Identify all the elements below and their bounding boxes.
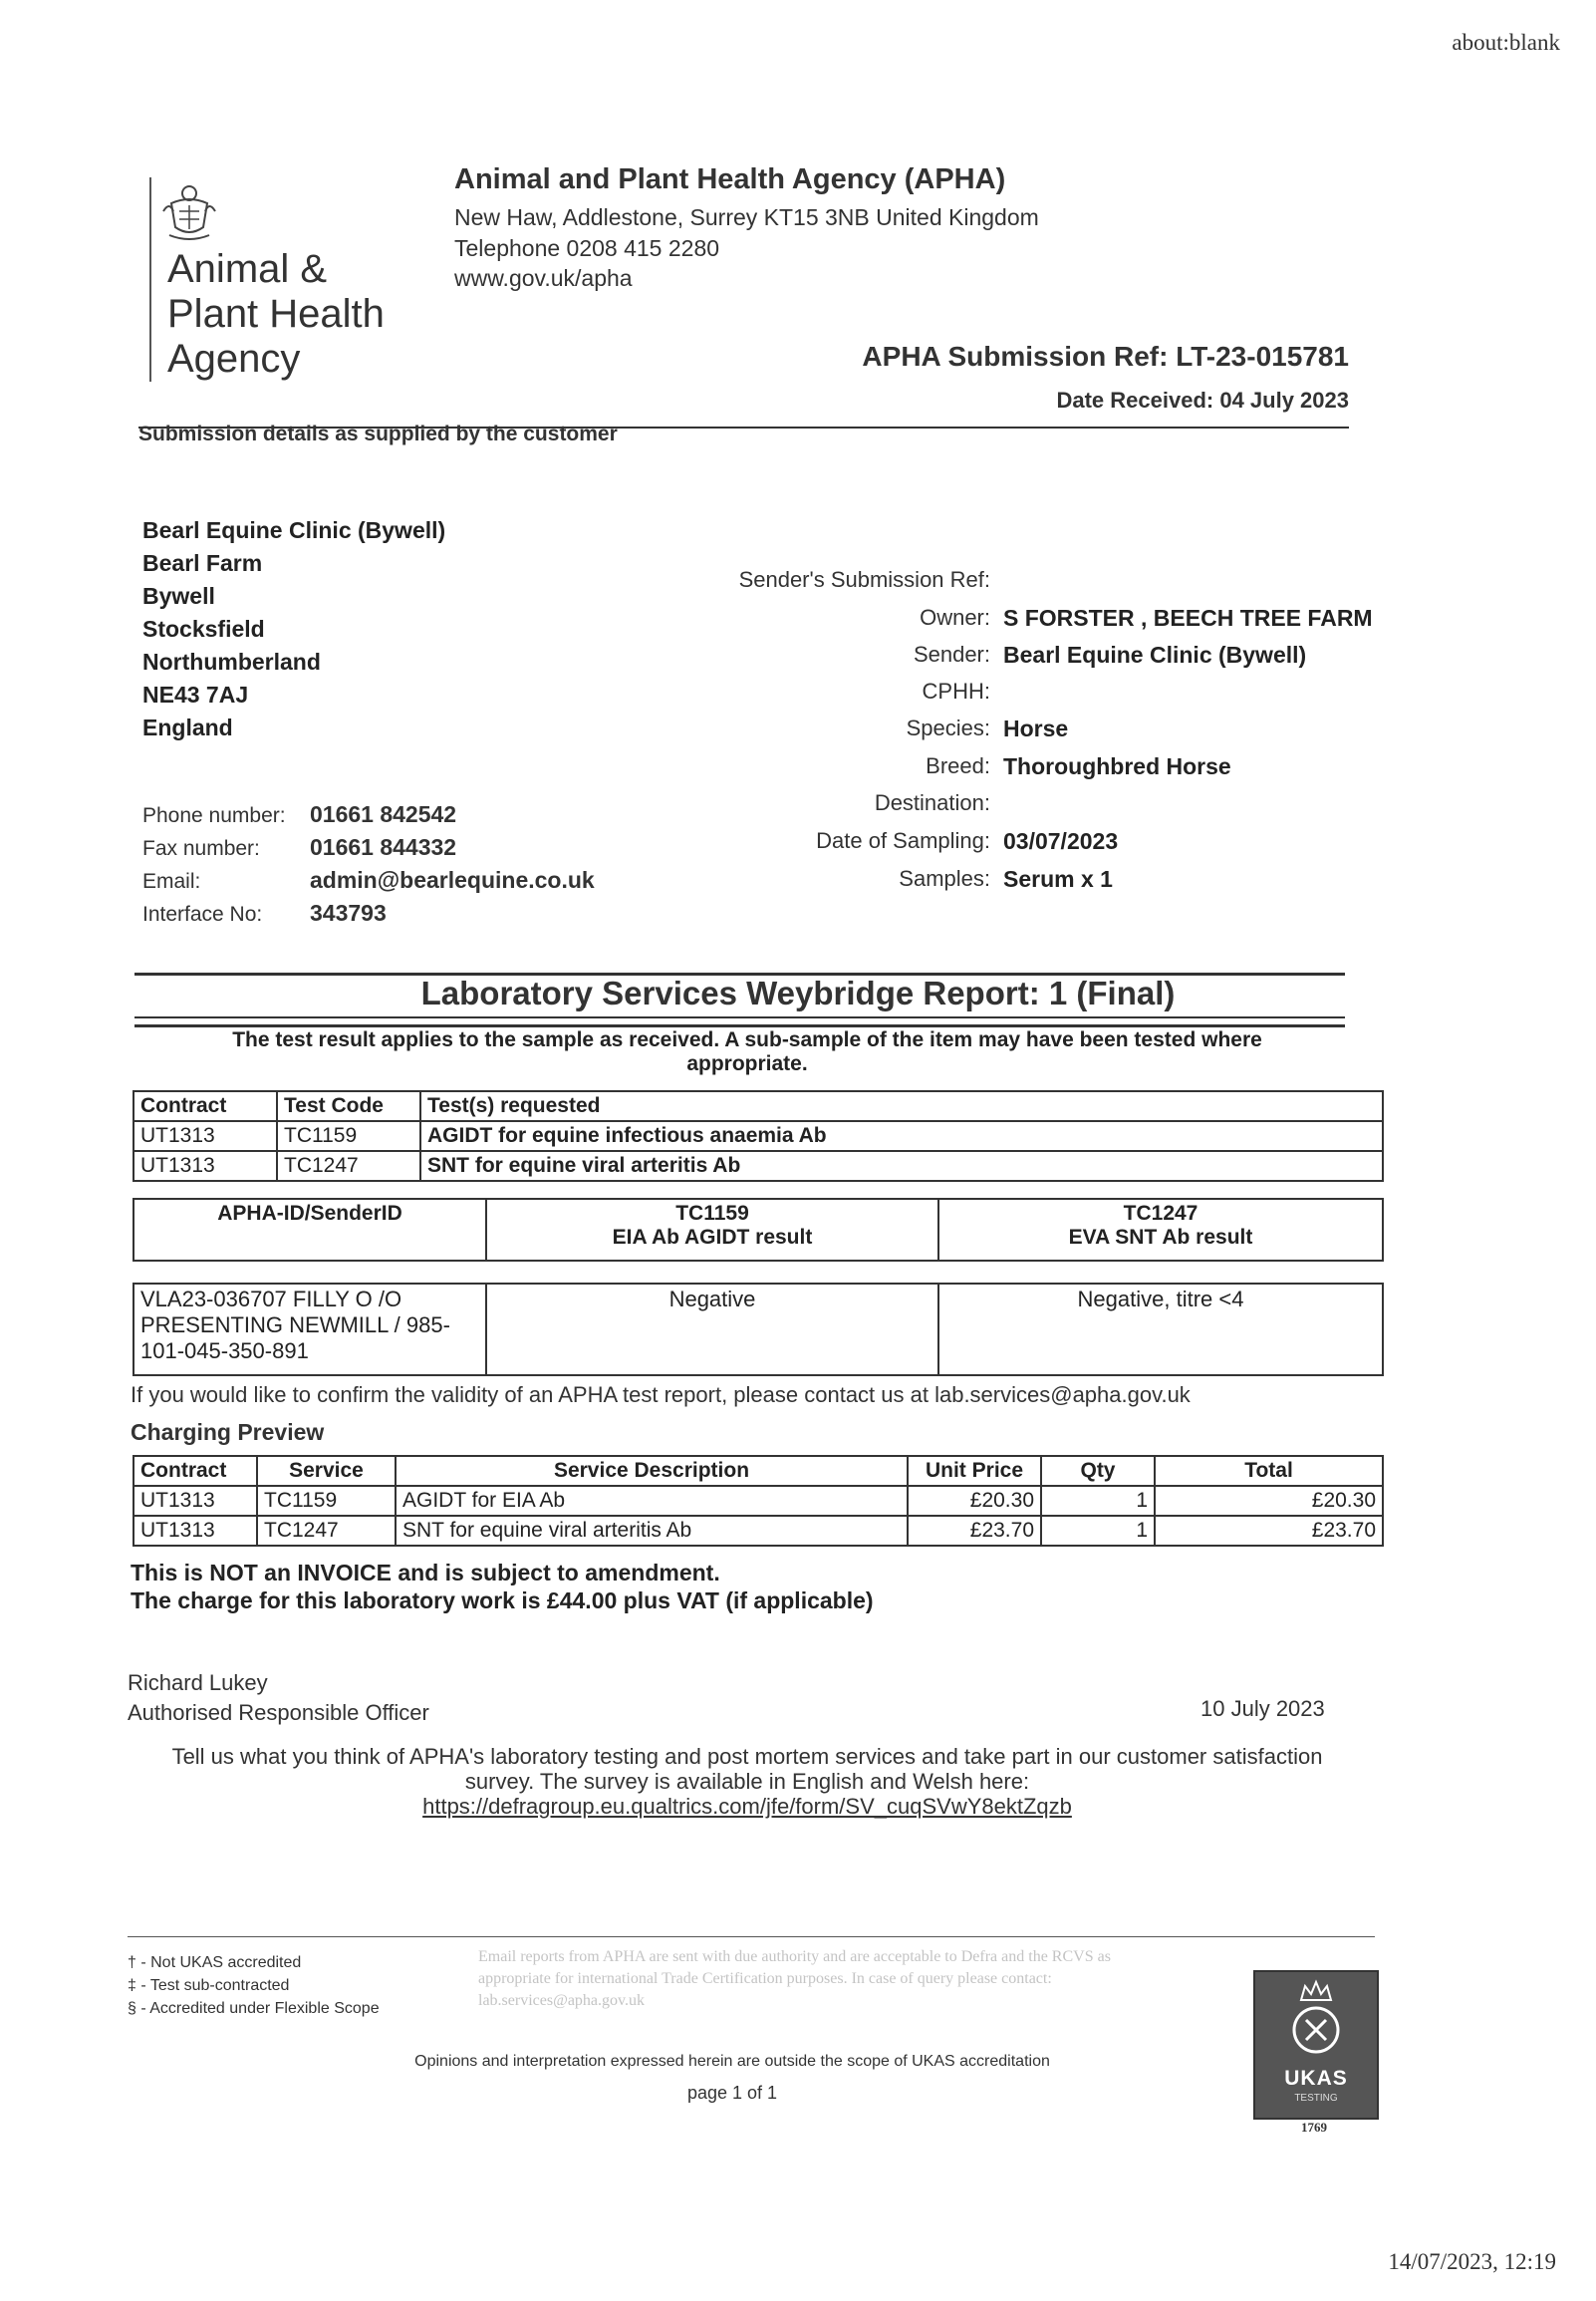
table-cell: 1 bbox=[1041, 1486, 1155, 1516]
browser-url: about:blank bbox=[1452, 30, 1560, 55]
table-header bbox=[486, 1199, 938, 1261]
table-cell: £23.70 bbox=[1155, 1516, 1383, 1546]
page-number: page 1 of 1 bbox=[686, 2083, 778, 2103]
address-line: NE43 7AJ bbox=[142, 682, 249, 708]
agency-website: www.gov.uk/apha bbox=[454, 265, 633, 291]
charging-table bbox=[133, 1455, 1384, 1547]
logo-line: Agency bbox=[167, 337, 301, 381]
signatory-name: Richard Lukey bbox=[128, 1670, 268, 1695]
address-line: Bearl Equine Clinic (Bywell) bbox=[142, 517, 446, 543]
interface-label: Interface No: bbox=[142, 903, 263, 926]
charging-title: Charging Preview bbox=[131, 1419, 325, 1445]
date-received: Date Received: 04 July 2023 bbox=[1056, 388, 1349, 413]
detail-value: Serum x 1 bbox=[1003, 866, 1113, 892]
footer-rule bbox=[128, 1936, 1375, 1937]
eva-result: Negative, titre <4 bbox=[938, 1284, 1383, 1375]
detail-label: Date of Sampling: bbox=[816, 828, 990, 853]
table-header-row bbox=[133, 1456, 1383, 1486]
footnote: † - Not UKAS accredited bbox=[128, 1954, 302, 1971]
agency-telephone: Telephone 0208 415 2280 bbox=[454, 235, 720, 261]
result-code: TC1247 bbox=[1123, 1202, 1198, 1225]
detail-value: 03/07/2023 bbox=[1003, 828, 1119, 854]
survey-block bbox=[139, 1744, 1355, 1819]
client-address bbox=[142, 514, 445, 744]
agency-name: Animal and Plant Health Agency (APHA) bbox=[454, 163, 1006, 195]
ukas-crown-icon bbox=[1255, 1972, 1377, 2067]
table-cell: £23.70 bbox=[908, 1516, 1041, 1546]
royal-crest-icon bbox=[159, 181, 219, 243]
detail-label: CPHH: bbox=[922, 679, 990, 704]
sample-id: VLA23-036707 FILLY O /O PRESENTING NEWMILL / 985-101-045-350-891 bbox=[133, 1284, 486, 1375]
detail-value: Horse bbox=[1003, 716, 1069, 741]
address-line: Bywell bbox=[142, 583, 215, 609]
table-cell: AGIDT for equine infectious anaemia Ab bbox=[420, 1121, 1383, 1151]
signatory-role: Authorised Responsible Officer bbox=[128, 1700, 429, 1725]
address-line: Northumberland bbox=[142, 649, 321, 675]
table-cell: TC1159 bbox=[257, 1486, 396, 1516]
footnotes bbox=[128, 1951, 380, 2020]
table-header: Test Code bbox=[277, 1091, 420, 1121]
table-row bbox=[133, 1121, 1383, 1151]
agency-logo-text bbox=[167, 247, 385, 382]
table-header: Contract bbox=[133, 1456, 257, 1486]
detail-label: Owner: bbox=[920, 605, 990, 630]
table-header: APHA-ID/SenderID bbox=[133, 1199, 486, 1261]
table-cell: £20.30 bbox=[908, 1486, 1041, 1516]
results-table bbox=[133, 1283, 1384, 1376]
print-timestamp: 14/07/2023, 12:19 bbox=[1388, 2249, 1556, 2274]
invoice-notice bbox=[131, 1559, 874, 1614]
detail-value: Thoroughbred Horse bbox=[1003, 753, 1231, 779]
table-cell: TC1247 bbox=[277, 1151, 420, 1181]
table-row bbox=[133, 1284, 1383, 1375]
table-cell: AGIDT for EIA Ab bbox=[396, 1486, 908, 1516]
survey-text: Tell us what you think of APHA's laboratory testing and post mortem services and take part in our customer satisfaction survey. The survey is available in English and Welsh here: bbox=[171, 1744, 1323, 1794]
table-cell: SNT for equine viral arteritis Ab bbox=[396, 1516, 908, 1546]
phone-label: Phone number: bbox=[142, 804, 286, 827]
phone-row bbox=[142, 801, 456, 828]
logo-divider bbox=[149, 177, 151, 382]
fax-row bbox=[142, 834, 456, 861]
detail-label: Sender: bbox=[913, 642, 990, 667]
table-cell: UT1313 bbox=[133, 1151, 277, 1181]
table-cell: UT1313 bbox=[133, 1121, 277, 1151]
fax-label: Fax number: bbox=[142, 837, 260, 860]
interface-value: 343793 bbox=[310, 900, 387, 926]
charge-total-line: The charge for this laboratory work is £44.00 plus VAT (if applicable) bbox=[131, 1587, 874, 1613]
table-header: Qty bbox=[1041, 1456, 1155, 1486]
table-cell: TC1159 bbox=[277, 1121, 420, 1151]
detail-value: S FORSTER , BEECH TREE FARM bbox=[1003, 605, 1373, 631]
table-header-row bbox=[133, 1091, 1383, 1121]
detail-label: Destination: bbox=[874, 790, 990, 815]
footnote: § - Accredited under Flexible Scope bbox=[128, 2000, 380, 2017]
logo-line: Animal & bbox=[167, 247, 328, 291]
table-cell: TC1247 bbox=[257, 1516, 396, 1546]
signatory bbox=[128, 1668, 429, 1728]
table-header: Service Description bbox=[396, 1456, 908, 1486]
table-header: Service bbox=[257, 1456, 396, 1486]
detail-label: Sender's Submission Ref: bbox=[738, 567, 990, 592]
footnote: ‡ - Test sub-contracted bbox=[128, 1977, 290, 1994]
ukas-disclaimer: Opinions and interpretation expressed herein are outside the scope of UKAS accreditation bbox=[414, 2053, 1050, 2070]
eia-result: Negative bbox=[486, 1284, 938, 1375]
table-header: Total bbox=[1155, 1456, 1383, 1486]
table-cell: UT1313 bbox=[133, 1516, 257, 1546]
not-invoice-line: This is NOT an INVOICE and is subject to amendment. bbox=[131, 1560, 720, 1585]
result-name: EVA SNT Ab result bbox=[1068, 1226, 1253, 1249]
submission-ref: APHA Submission Ref: LT-23-015781 bbox=[862, 341, 1349, 372]
address-line: Bearl Farm bbox=[142, 550, 263, 576]
ukas-label: UKAS bbox=[1284, 2067, 1348, 2090]
ukas-number: 1769 bbox=[1301, 2120, 1327, 2135]
email-value: admin@bearlequine.co.uk bbox=[310, 867, 595, 893]
phone-value: 01661 842542 bbox=[310, 801, 457, 827]
table-cell: £20.30 bbox=[1155, 1486, 1383, 1516]
survey-link[interactable]: https://defragroup.eu.qualtrics.com/jfe/form/SV_cuqSVwY8ektZqzb bbox=[422, 1794, 1072, 1819]
report-rule-bottom bbox=[134, 1024, 1345, 1027]
table-cell: SNT for equine viral arteritis Ab bbox=[420, 1151, 1383, 1181]
email-label: Email: bbox=[142, 870, 201, 893]
results-header-table bbox=[133, 1198, 1384, 1262]
faded-disclaimer: Email reports from APHA are sent with due authority and are acceptable to Defra and the RCVS as appropriate for international Trade Certification purposes. In case of query please contact: lab.services@apha.gov.uk bbox=[478, 1948, 1111, 2009]
interface-row bbox=[142, 900, 387, 927]
table-row bbox=[133, 1151, 1383, 1181]
report-title: Laboratory Services Weybridge Report: 1 (Final) bbox=[420, 975, 1176, 1011]
tests-table bbox=[133, 1090, 1384, 1182]
address-line: England bbox=[142, 715, 233, 740]
logo-line: Plant Health bbox=[167, 292, 385, 336]
result-code: TC1159 bbox=[675, 1202, 749, 1225]
table-header: Contract bbox=[133, 1091, 277, 1121]
table-header: Test(s) requested bbox=[420, 1091, 1383, 1121]
fax-value: 01661 844332 bbox=[310, 834, 457, 860]
table-cell: 1 bbox=[1041, 1516, 1155, 1546]
ukas-sub-label: TESTING bbox=[1294, 2093, 1338, 2104]
table-header-row bbox=[133, 1199, 1383, 1261]
ukas-badge bbox=[1253, 1970, 1379, 2120]
report-note: The test result applies to the sample as received. A sub-sample of the item may have been tested where appropriate. bbox=[232, 1028, 1262, 1075]
table-row bbox=[133, 1516, 1383, 1546]
detail-label: Samples: bbox=[899, 866, 990, 891]
address-line: Stocksfield bbox=[142, 616, 265, 642]
email-row bbox=[142, 867, 595, 894]
report-rule-mid bbox=[134, 1016, 1345, 1018]
validity-note: If you would like to confirm the validity of an APHA test report, please contact us at lab.services@apha.gov.uk bbox=[131, 1382, 1191, 1407]
signature-date: 10 July 2023 bbox=[1200, 1696, 1325, 1721]
detail-value: Bearl Equine Clinic (Bywell) bbox=[1003, 642, 1307, 668]
table-cell: UT1313 bbox=[133, 1486, 257, 1516]
agency-address: New Haw, Addlestone, Surrey KT15 3NB United Kingdom bbox=[454, 204, 1039, 230]
detail-label: Breed: bbox=[926, 753, 990, 778]
table-row bbox=[133, 1486, 1383, 1516]
result-name: EIA Ab AGIDT result bbox=[612, 1226, 813, 1249]
detail-label: Species: bbox=[906, 716, 990, 740]
submission-caption: Submission details as supplied by the customer bbox=[138, 423, 618, 445]
table-header bbox=[938, 1199, 1383, 1261]
table-header: Unit Price bbox=[908, 1456, 1041, 1486]
